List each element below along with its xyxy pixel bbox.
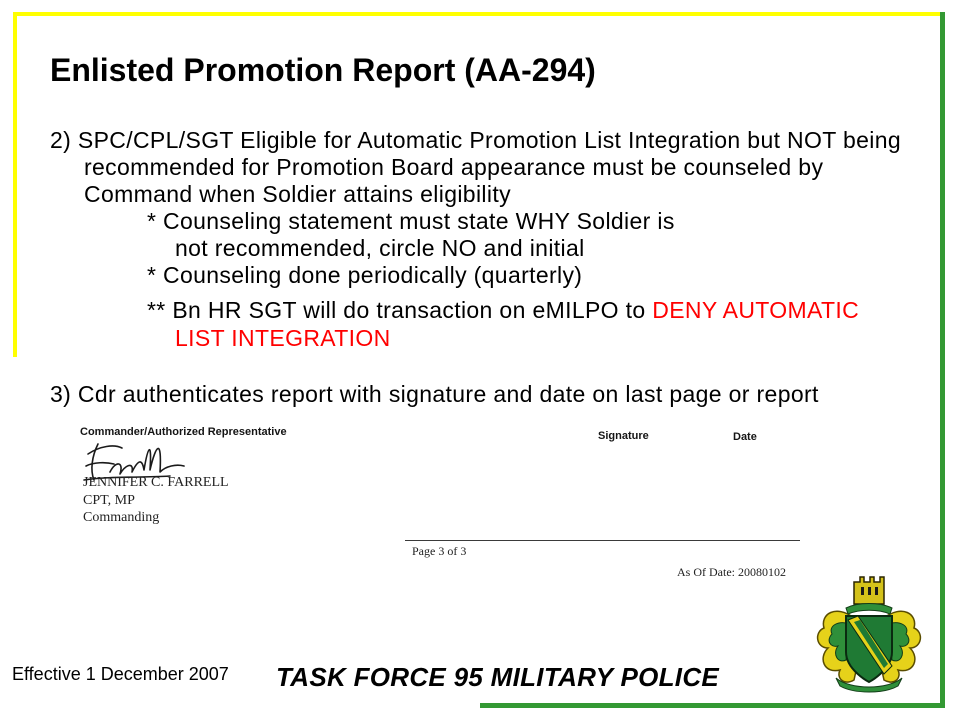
page-number: Page 3 of 3 — [412, 544, 467, 558]
frame-left-yellow — [13, 12, 17, 357]
unit-name: TASK FORCE 95 MILITARY POLICE — [276, 662, 720, 692]
frame-bottom-green — [480, 703, 945, 708]
unit-crest-logo-icon — [814, 574, 924, 696]
sub-bullet-counseling-statement-cont: not recommended, circle NO and initial — [175, 235, 585, 261]
commander-role: Commanding — [83, 510, 160, 525]
emilpo-transaction-text: ** Bn HR SGT will do transaction on eMILPO to — [147, 297, 653, 323]
commander-name: JENNIFER C. FARRELL — [83, 475, 229, 490]
sub-bullet-counseling-statement: * Counseling statement must state WHY Soldier is — [147, 208, 675, 234]
item2-line-1: 2) SPC/CPL/SGT Eligible for Automatic Promotion List Integration but NOT being — [50, 127, 902, 153]
deny-automatic-highlight: DENY AUTOMATIC — [652, 297, 860, 323]
slide-title: Enlisted Promotion Report (AA-294) — [50, 52, 596, 88]
item2-line-2: recommended for Promotion Board appearance must be counseled by — [84, 154, 824, 180]
frame-top-yellow — [13, 12, 943, 16]
sub-bullet-emilpo-transaction — [147, 297, 859, 324]
commander-rank: CPT, MP — [83, 493, 135, 508]
item2-line-3: Command when Soldier attains eligibility — [84, 181, 511, 207]
date-label: Date — [733, 431, 757, 443]
frame-right-green — [940, 12, 945, 708]
report-footer-rule — [405, 540, 800, 541]
signature-label: Signature — [598, 430, 649, 442]
effective-date: Effective 1 December 2007 — [12, 664, 229, 684]
list-integration-highlight: LIST INTEGRATION — [175, 325, 391, 351]
item3-line: 3) Cdr authenticates report with signature and date on last page or report — [50, 381, 819, 407]
commander-rep-label: Commander/Authorized Representative — [80, 426, 287, 438]
sub-bullet-counseling-periodic: * Counseling done periodically (quarterly) — [147, 262, 583, 288]
as-of-date: As Of Date: 20080102 — [677, 565, 786, 579]
